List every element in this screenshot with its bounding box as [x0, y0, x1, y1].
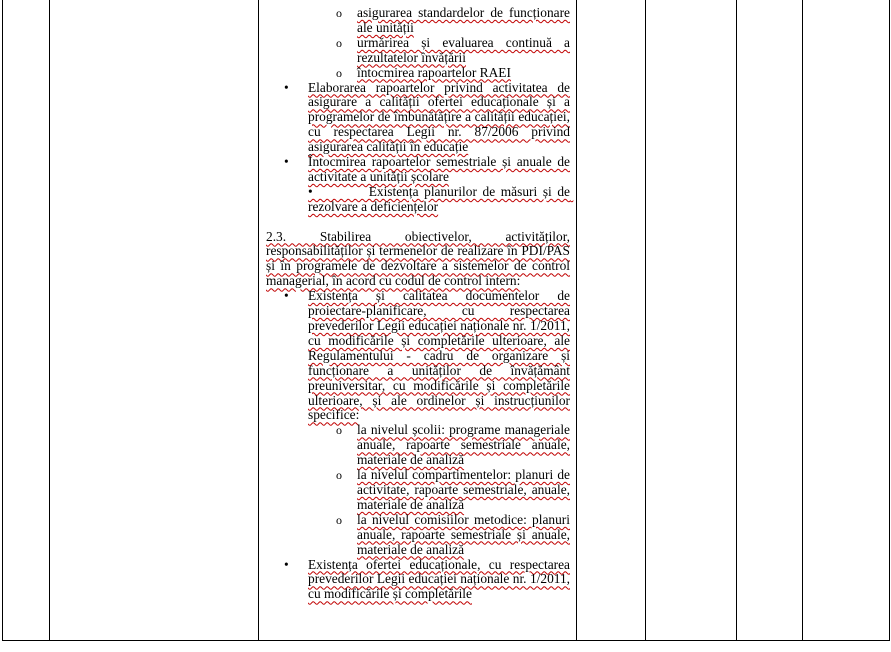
list-item: • Existența și calitatea documentelor de proiectare-planificare, cu respectarea prevederilor Legii educației naționale nr. 1/2011, cu modificările și completările ulterioare, ale Regulamentului - cadru de organizare și funcționare a unităților de învățământ preuniversitar, cu modificările și completările ulterioare, și ale ordinelor și instrucțiunilor specifice:: [284, 288, 570, 423]
column-border-6: [802, 0, 803, 640]
bullet-icon: •: [284, 288, 289, 304]
bullet-icon: •: [284, 154, 289, 170]
circle-bullet-icon: o: [336, 468, 342, 483]
list-item: o asigurarea standardelor de funcționare ale unității: [336, 5, 570, 35]
content-cell: [266, 5, 574, 602]
list-item: o la nivelul școlii: programe manageriale anuale, rapoarte semestriale anuale, materiale de analiză: [336, 422, 570, 468]
inline-bullet-paragraph: • Existența planurilor de măsuri și de rezolvare a deficiențelor: [308, 183, 574, 214]
section-heading: 2.3. Stabilirea obiectivelor, activităților, responsabilităților și termenelor de realizare în PDI/PAS și în programele de dezvoltare a sistemelor de control managerial, în acord cu codul de control intern:: [266, 228, 570, 289]
column-border-2: [258, 0, 259, 640]
circle-bullet-icon: o: [336, 512, 342, 527]
list-item: • Întocmirea rapoartelor semestriale și anuale de activitate a unității școlare: [284, 154, 570, 184]
column-border-4: [645, 0, 646, 640]
list-item: • Elaborarea rapoartelor privind activitatea de asigurare a calității ofertei educaționale și a programelor de îmbunătățire a calității educației, cu respectarea Legii nr. 87/2006 privind asigurarea calității în educație: [284, 79, 570, 155]
list-item: • Existența ofertei educaționale, cu respectarea prevederilor Legii educației naționale nr. 1/2011, cu modificările și completările: [284, 556, 570, 602]
circle-bullet-icon: o: [336, 65, 342, 80]
list-item: o urmărirea și evaluarea continuă a rezultatelor învățării: [336, 34, 570, 65]
list-item: o întocmirea rapoartelor RAEI: [336, 64, 511, 80]
column-border-3: [576, 0, 577, 640]
circle-bullet-icon: o: [336, 6, 342, 20]
list-item: o la nivelul compartimentelor: planuri de activitate, rapoarte semestriale, anuale, materiale de analiză: [336, 467, 570, 512]
bullet-icon: •: [284, 79, 289, 95]
page-bottom: [0, 641, 891, 652]
bullet-icon: •: [284, 556, 289, 572]
column-border-5: [736, 0, 737, 640]
circle-bullet-icon: o: [336, 423, 342, 438]
circle-bullet-icon: o: [336, 35, 342, 50]
column-border-1: [49, 0, 50, 640]
list-item: o la nivelul comisiilor metodice: planuri anuale, rapoarte semestriale și anuale, materiale de analiză: [336, 511, 570, 557]
